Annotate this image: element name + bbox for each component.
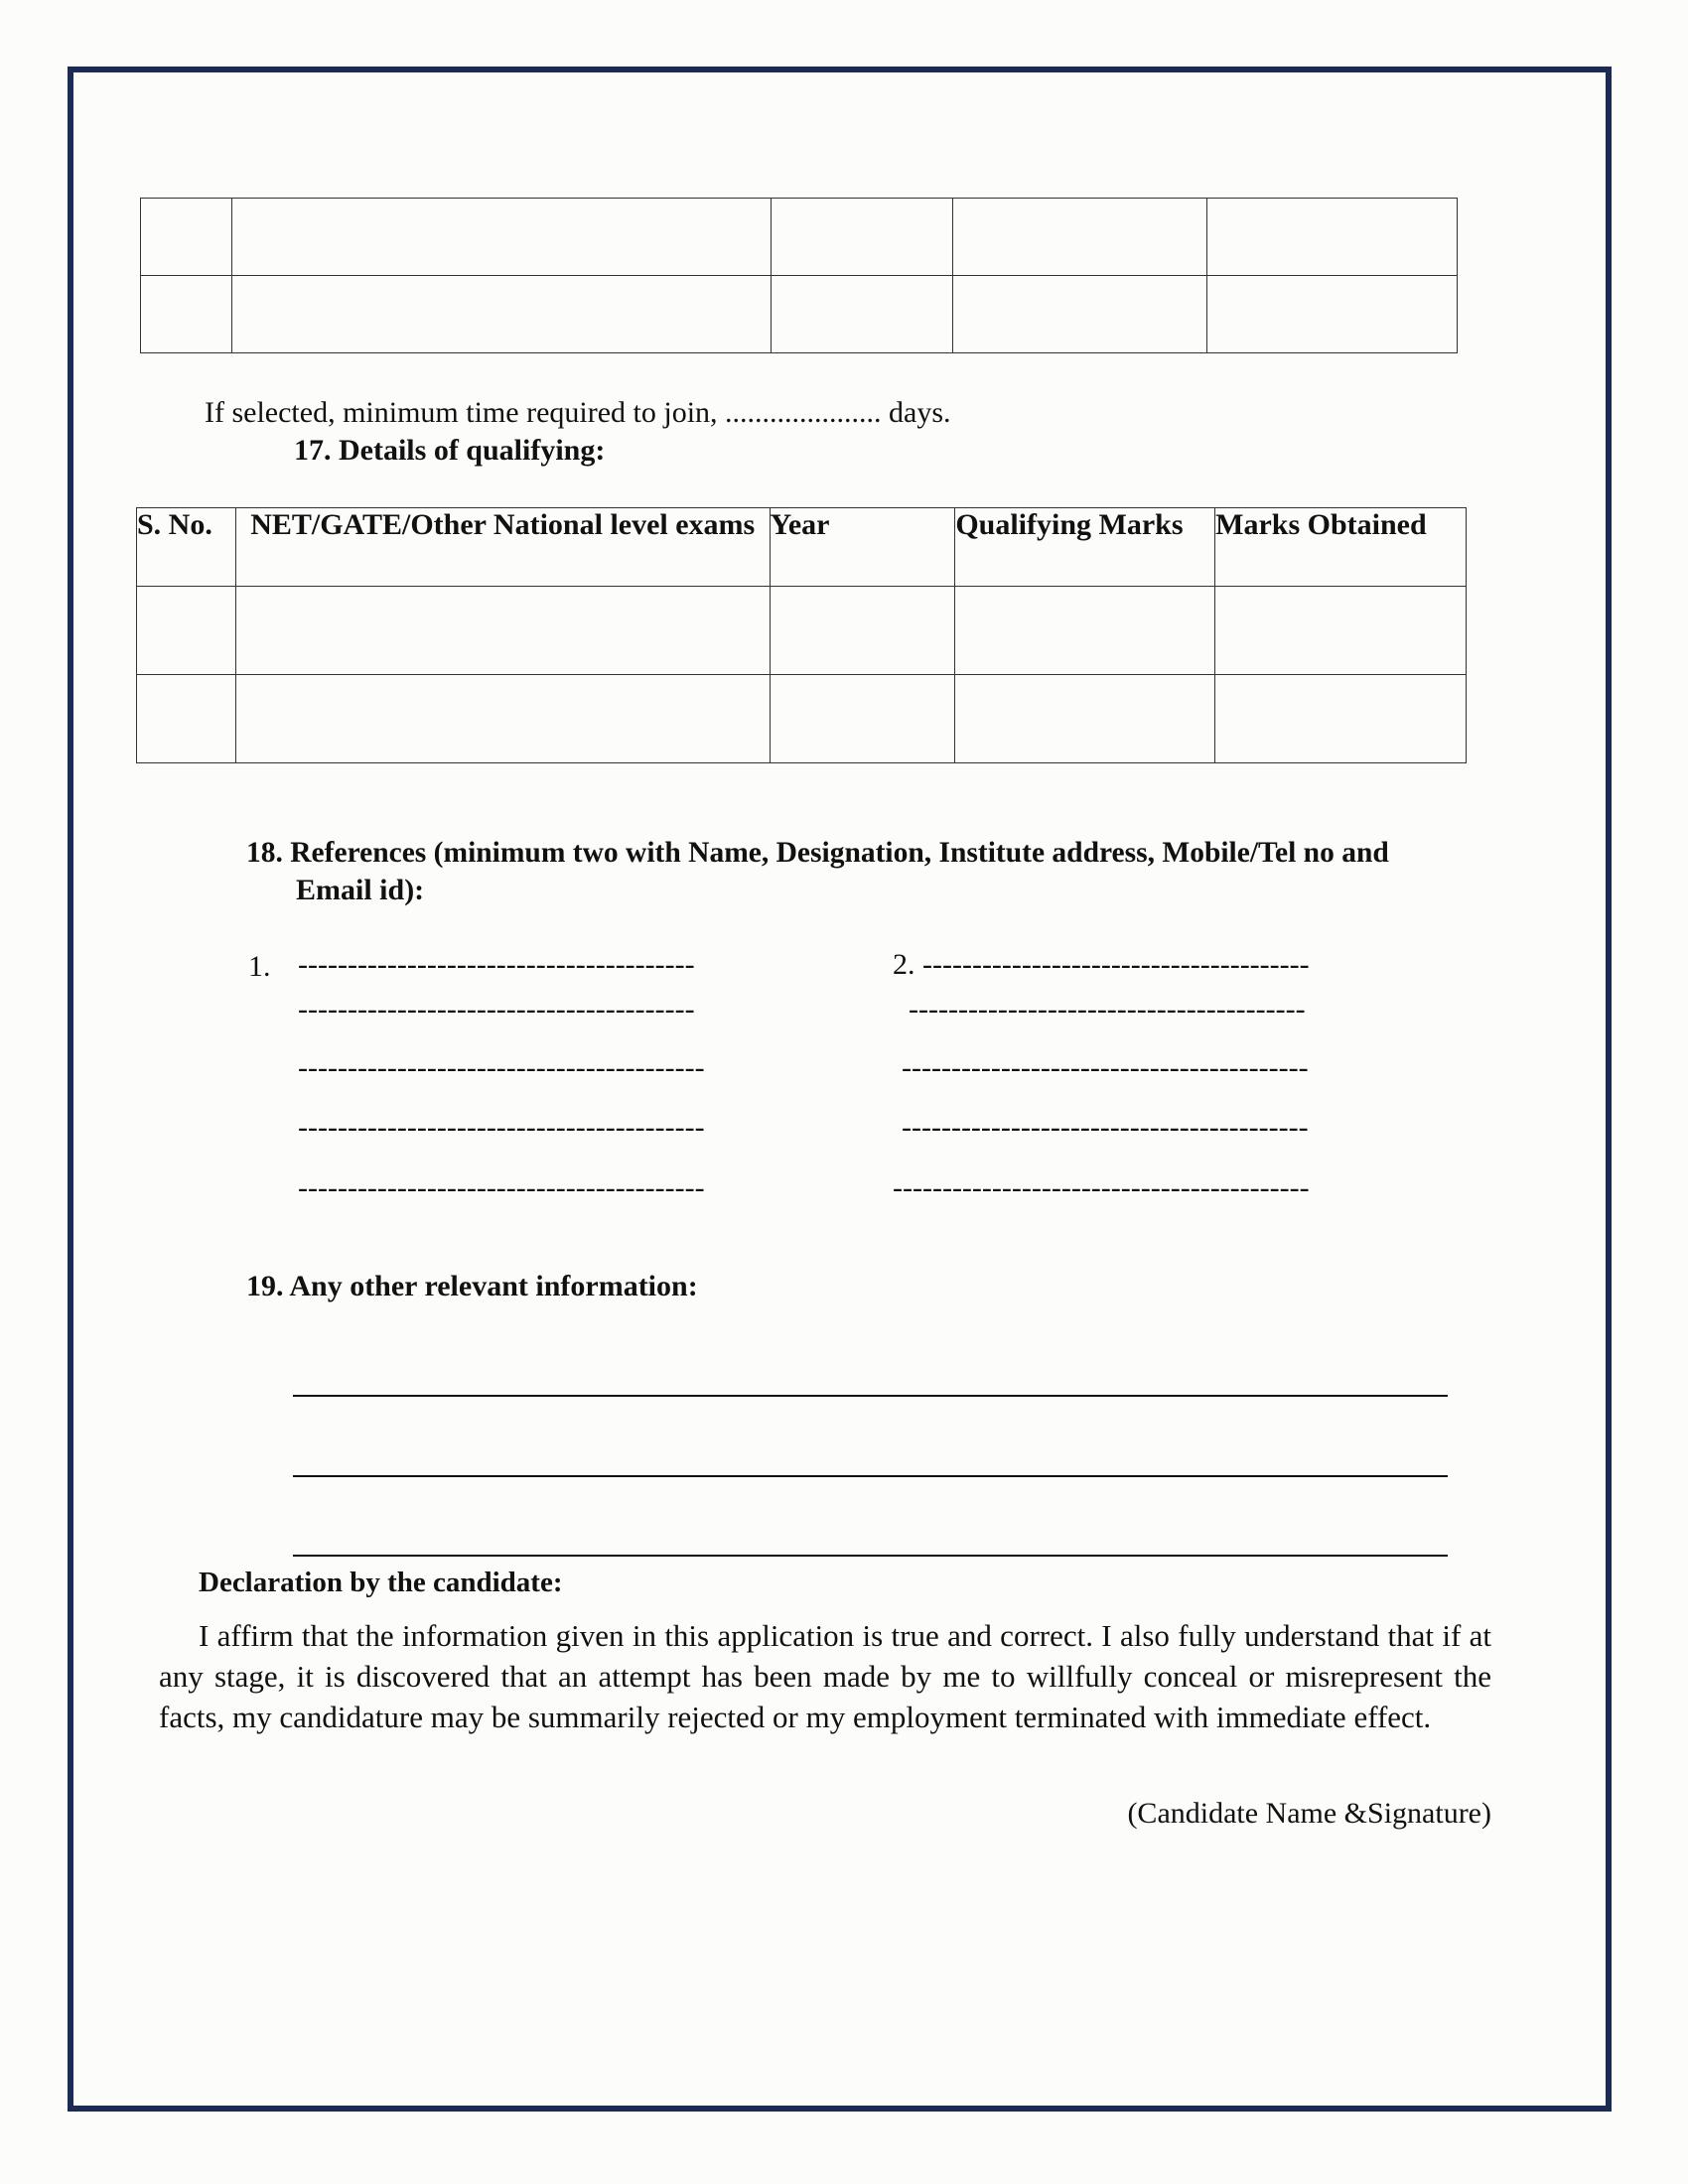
table-cell[interactable] [141,199,232,276]
reference-1-number: 1. [248,950,271,983]
reference-2-line[interactable]: 2. --------------------------------------- [893,948,1310,981]
reference-1-line[interactable]: ---------------------------------------- [298,948,695,981]
reference-2-line[interactable]: ------------------------------------------ [893,1171,1310,1204]
header-sno: S. No. [137,508,236,587]
reference-1-line[interactable]: ----------------------------------------- [298,1171,705,1204]
table-row [141,276,1458,353]
table-cell[interactable] [953,199,1207,276]
table-cell[interactable] [771,276,953,353]
table-cell[interactable] [771,199,953,276]
info-line[interactable] [293,1475,1448,1477]
header-marks-obtained: Marks Obtained [1215,508,1467,587]
header-qualifying-marks: Qualifying Marks [955,508,1215,587]
section-18-heading-line2: Email id): [296,874,425,906]
reference-2-line[interactable]: ----------------------------------------- [902,1111,1309,1144]
table-cell[interactable] [137,587,236,675]
table-cell[interactable] [1215,587,1467,675]
reference-1-line[interactable]: ---------------------------------------- [298,993,695,1025]
declaration-heading: Declaration by the candidate: [199,1567,563,1598]
info-line[interactable] [293,1555,1448,1557]
info-line[interactable] [293,1395,1448,1397]
table-cell[interactable] [137,675,236,763]
table-cell[interactable] [770,587,955,675]
table-row [137,587,1467,675]
join-time-text: If selected, minimum time required to join, ..................... days. [205,396,951,429]
reference-2-line[interactable]: ---------------------------------------- [909,993,1306,1025]
table-header-row [137,508,1467,587]
table-cell[interactable] [141,276,232,353]
signature-label: (Candidate Name &Signature) [1127,1797,1491,1830]
section-17-heading: 17. Details of qualifying: [294,434,606,467]
table-cell[interactable] [1207,199,1458,276]
table-cell[interactable] [955,675,1215,763]
table-row [141,199,1458,276]
header-year: Year [770,508,955,587]
table-cell[interactable] [953,276,1207,353]
qualifying-table [136,507,1467,763]
table-cell[interactable] [235,587,770,675]
table-row [137,675,1467,763]
table-cell[interactable] [1215,675,1467,763]
table-cell[interactable] [770,675,955,763]
header-exam: NET/GATE/Other National level exams [235,508,770,587]
reference-1-line[interactable]: ----------------------------------------- [298,1111,705,1144]
declaration-body: I affirm that the information given in this application is true and correct. I also fully understand that if at any stage, it is discovered that an attempt has been made by me to willfully conceal or misrepresent the facts, my candidature may be summarily rejected or my employment terminated with immediate effect. [159,1618,1491,1734]
table-cell[interactable] [231,276,771,353]
reference-1-line[interactable]: ----------------------------------------- [298,1051,705,1084]
section-19-heading: 19. Any other relevant information: [246,1270,698,1302]
table-cell[interactable] [955,587,1215,675]
section-18-heading-line1: 18. References (minimum two with Name, Designation, Institute address, Mobile/Tel no and [246,837,1389,869]
reference-2-line[interactable]: ----------------------------------------- [902,1051,1309,1084]
table-cell[interactable] [1207,276,1458,353]
continuation-table [140,198,1458,353]
table-cell[interactable] [235,675,770,763]
table-cell[interactable] [231,199,771,276]
